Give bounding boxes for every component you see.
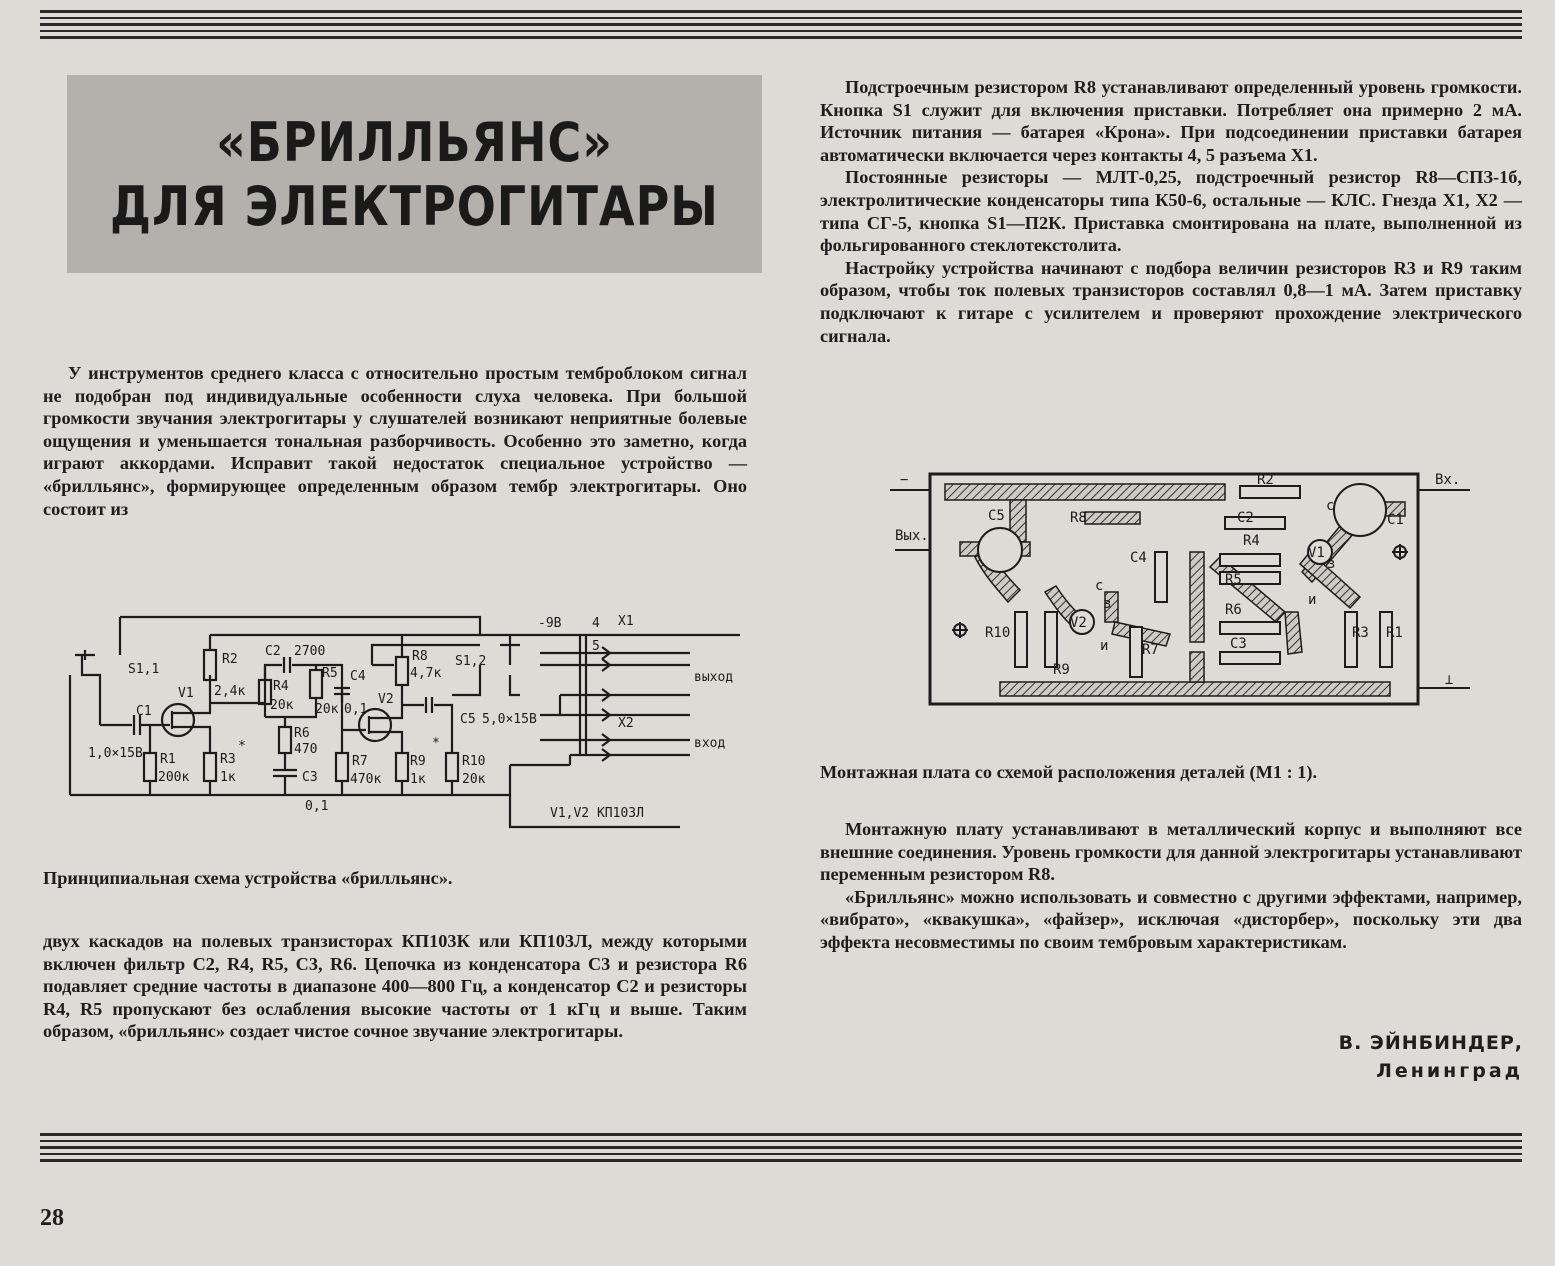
schem-label-r10: R10 — [462, 754, 486, 769]
bottom-rule — [40, 1133, 1522, 1175]
schem-label-c3: C3 — [302, 770, 318, 785]
schem-label-r1: R1 — [160, 752, 176, 767]
schem-label-r3: R3 — [220, 752, 236, 767]
board-label-v2: V2 — [1070, 615, 1087, 631]
board-label-pin-c-1: с — [1326, 498, 1335, 514]
schem-label-v2: V2 — [378, 692, 394, 707]
board-label-pin-c-2: с — [1095, 578, 1104, 594]
board-label-output: Вых. — [895, 528, 929, 544]
board-label-r1: R1 — [1386, 625, 1403, 641]
board-label-minus: − — [900, 472, 909, 488]
schem-label-r7-value: 470к — [350, 772, 382, 787]
schem-label-c4-value: 0,1 — [344, 702, 368, 717]
schem-label-c1-value: 1,0×15В — [88, 746, 143, 761]
top-rule — [40, 10, 1522, 52]
board-label-c2: C2 — [1237, 510, 1254, 526]
schem-label-r10-value: 20к — [462, 772, 486, 787]
schem-label-r9: R9 — [410, 754, 426, 769]
schem-label-r1-value: 200к — [158, 770, 190, 785]
schem-label-r7: R7 — [352, 754, 368, 769]
schem-label-c5-value: 5,0×15В — [482, 712, 537, 727]
right-paragraph-3: Настройку устройства начинают с подбора величин резисторов R3 и R9 таким образом, чтобы ток полевых транзисторов составлял 0,8—1 мА. Затем приставку подключают к гитаре с усилителем и проверяют прохождение электрического сигнала. — [820, 257, 1522, 346]
schem-label-transistors: V1,V2 КП103Л — [550, 806, 644, 821]
board-label-input: Вх. — [1435, 472, 1461, 488]
board-label-c1: C1 — [1387, 512, 1404, 528]
schem-label-c1: C1 — [136, 704, 152, 719]
schem-label-c3-value: 0,1 — [305, 799, 329, 814]
board-label-r7: R7 — [1142, 642, 1159, 658]
board-label-c5: C5 — [988, 508, 1005, 524]
board-label-r3: R3 — [1352, 625, 1369, 641]
board-caption: Монтажная плата со схемой расположения деталей (M1 : 1). — [820, 762, 1318, 782]
intro-text — [43, 362, 747, 520]
intro-paragraph: У инструментов среднего класса с относительно простым темброблоком сигнал не подобран под индивидуальные особенности слуха человека. При большой громкости звучания электрогитары у слушателей возникают неприятные болевые ощущения и уменьшается тональная разборчивость. Особенно это заметно, когда играют аккордами. Исправит такой недостаток специальное устройство — «брилльянс», формирующее определенным образом тембр электрогитары. Оно состоит из — [43, 363, 747, 519]
schem-label-r9-value: 1к — [410, 772, 426, 787]
continuation-paragraph: двух каскадов на полевых транзисторах КП103К или КП103Л, между которыми включен фильтр C2, R4, R5, C3, R6. Цепочка из конденсатора C3 и резистора R6 подавляет средние частоты в диапазоне 400—800 Гц, а конденсатор C2 и резисторы R4, R5 пропускают без ослабления высокие частоты от 1 кГц и выше. Таким образом, «брилльянс» создает чистое сочное звучание электрогитары. — [43, 931, 747, 1042]
board-label-r10: R10 — [985, 625, 1011, 641]
schem-label-r3-value: 1к — [220, 770, 236, 785]
board-label-pin-i-2: и — [1100, 638, 1109, 654]
right-column-text-2 — [820, 818, 1522, 954]
schem-label-c2: C2 — [265, 644, 281, 659]
schem-label-c2-value: 2700 — [294, 644, 326, 659]
board-label-pin-z-2: з — [1103, 596, 1112, 612]
schem-label-r5: R5 — [322, 666, 338, 681]
schem-label-r5-value: 20к — [315, 702, 339, 717]
schem-label-r8-value: 4,7к — [410, 666, 442, 681]
schem-label-x2: X2 — [618, 716, 634, 731]
author-city: Ленинград — [1376, 1060, 1523, 1082]
board-label-r2: R2 — [1257, 472, 1274, 488]
author-name: В. ЭЙНБИНДЕР, — [1338, 1032, 1523, 1054]
schem-label-supply: -9В — [538, 616, 562, 631]
board-label-c3: C3 — [1230, 636, 1247, 652]
board-label-r8: R8 — [1070, 510, 1087, 526]
article-title-line-2: ДЛЯ ЭЛЕКТРОГИТАРЫ — [110, 174, 719, 238]
board-label-pin-z-1: з — [1327, 556, 1336, 572]
continuation-text — [43, 930, 747, 1043]
pcb-layout-diagram — [890, 462, 1500, 717]
right-paragraph-4: Монтажную плату устанавливают в металлический корпус и выполняют все внешние соединения. Уровень громкости для данной электрогитары устанавливают переменным резистором R8. — [820, 819, 1522, 885]
schematic-diagram — [60, 605, 750, 835]
right-column-text-1 — [820, 76, 1522, 347]
schem-label-r6-value: 470 — [294, 742, 318, 757]
schem-label-star-2: * — [432, 736, 440, 751]
schem-label-r6: R6 — [294, 726, 310, 741]
right-paragraph-5: «Брилльянс» можно использовать и совместно с другими эффектами, например, «вибрато», «квакушка», «файзер», исключая «дисторбер», поскольку эти два эффекта несовместимы по своим тембровым характеристикам. — [820, 886, 1522, 952]
schem-label-v1: V1 — [178, 686, 194, 701]
schem-label-r2-value: 2,4к — [214, 684, 246, 699]
schem-label-star-1: * — [238, 739, 246, 754]
schem-label-pin5: 5 — [592, 639, 600, 654]
schem-label-s12: S1,2 — [455, 654, 487, 669]
board-label-r6: R6 — [1225, 602, 1242, 618]
board-label-r5: R5 — [1225, 572, 1242, 588]
right-paragraph-2: Постоянные резисторы — МЛТ-0,25, подстроечный резистор R8—СПЗ-1б, электролитические конденсаторы типа К50-6, остальные — КЛС. Гнезда X1, X2 — типа СГ-5, кнопка S1—П2К. Приставка смонтирована на плате, выполненной из фольгированного стеклотекстолита. — [820, 167, 1522, 256]
board-label-pin-i-1: и — [1308, 592, 1317, 608]
schem-label-s11: S1,1 — [128, 662, 160, 677]
schem-label-r2: R2 — [222, 652, 238, 667]
schem-label-pin4: 4 — [592, 616, 600, 631]
article-title-box — [67, 75, 762, 273]
schem-label-r8: R8 — [412, 649, 428, 664]
board-label-v1: V1 — [1308, 545, 1325, 561]
board-label-r4: R4 — [1243, 533, 1260, 549]
schem-label-c5: C5 — [460, 712, 476, 727]
schem-label-c4: C4 — [350, 669, 366, 684]
board-label-ground: ⊥ — [1445, 672, 1454, 688]
article-title-line-1: «БРИЛЛЬЯНС» — [216, 110, 613, 174]
board-label-c4: C4 — [1130, 550, 1147, 566]
schem-label-output: выход — [694, 670, 734, 685]
schem-label-r4-value: 20к — [270, 698, 294, 713]
schem-label-input: вход — [694, 736, 726, 751]
page-number: 28 — [40, 1205, 64, 1231]
schem-label-x1: X1 — [618, 614, 634, 629]
board-label-r9: R9 — [1053, 662, 1070, 678]
schematic-caption: Принципиальная схема устройства «брилльянс». — [43, 868, 453, 888]
right-paragraph-1: Подстроечным резистором R8 устанавливают определенный уровень громкости. Кнопка S1 служит для включения приставки. Потребляет она примерно 2 мА. Источник питания — батарея «Крона». При подсоединении приставки батарея автоматически включается через контакты 4, 5 разъема X1. — [820, 77, 1522, 165]
schem-label-r4: R4 — [273, 679, 289, 694]
